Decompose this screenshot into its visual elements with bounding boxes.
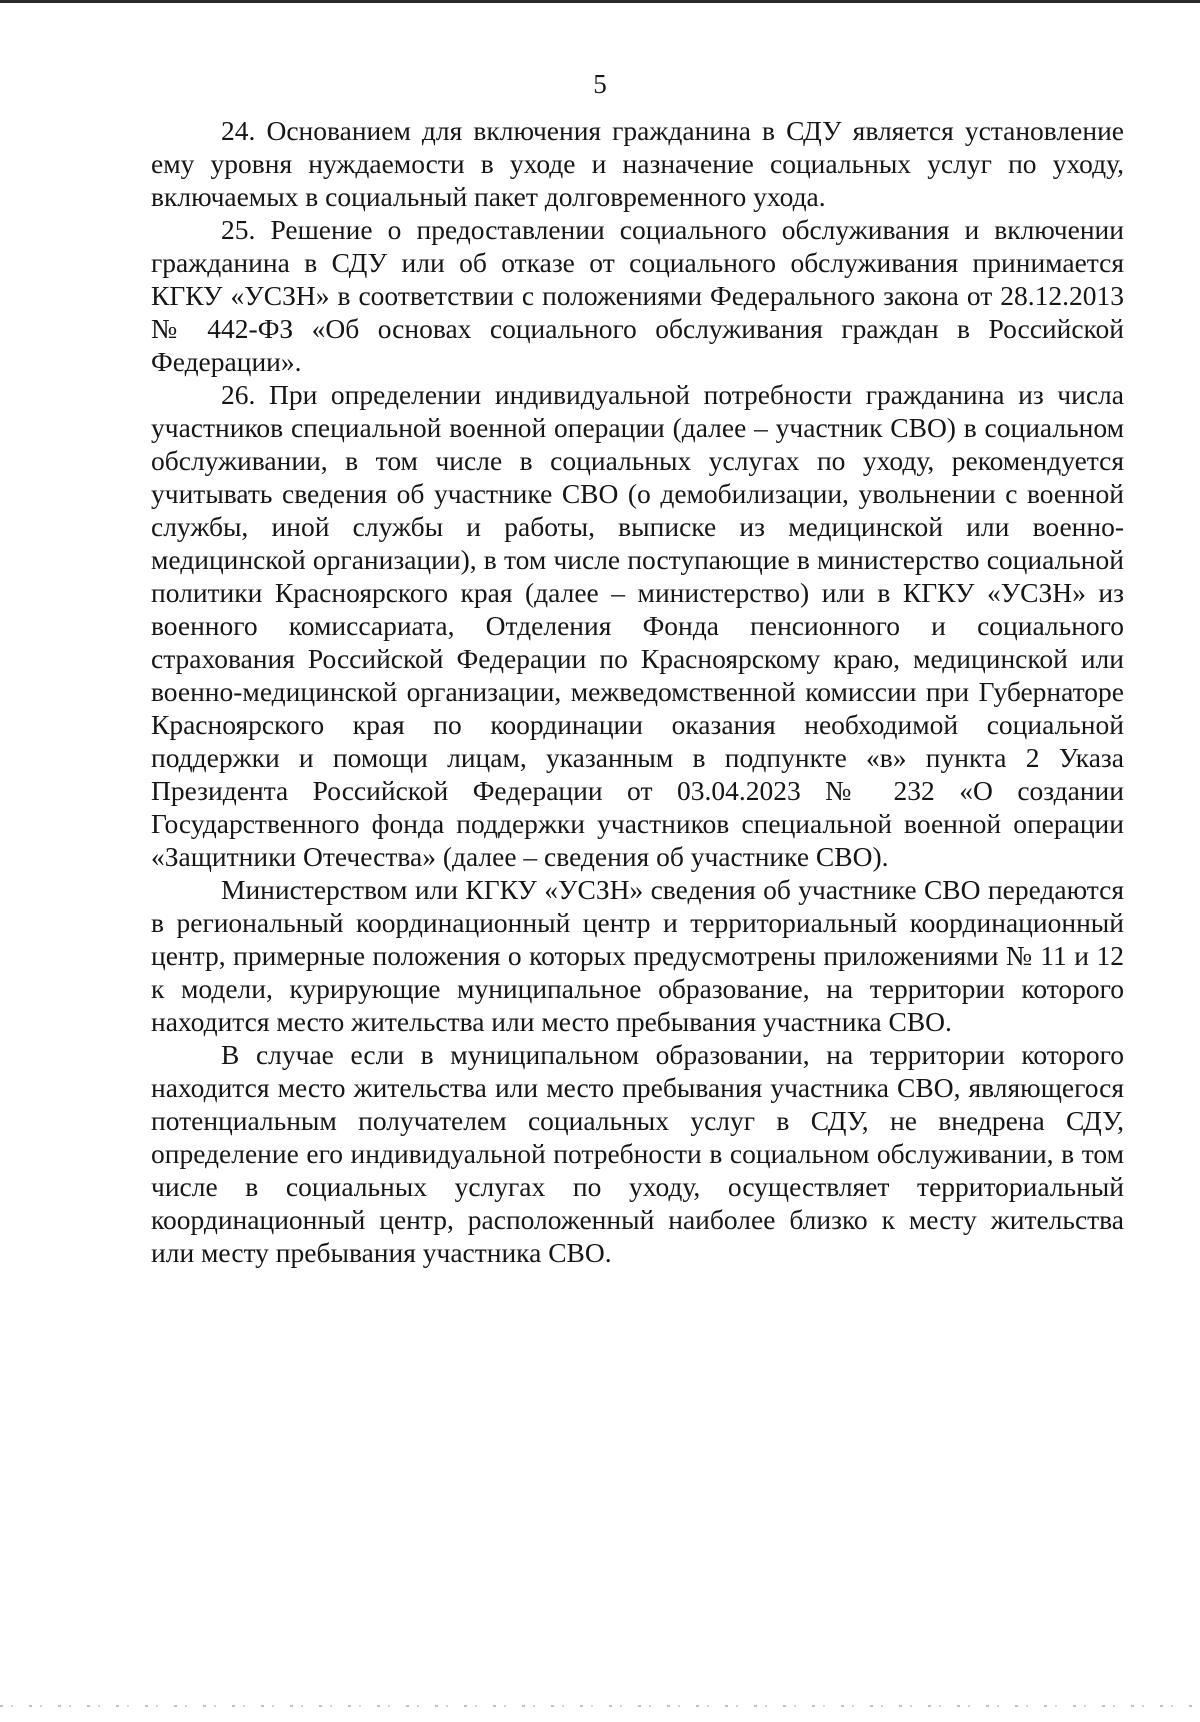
paragraph-25: 25. Решение о предоставлении социального обслуживания и включении гражданина в СДУ или об отказе от социального обслуживания принимается КГКУ «УСЗН» в соответствии с положениями Федерального закона от 28.12.2013 № 442-ФЗ «Об основах социального обслуживания граждан в Российской Федерации». — [151, 214, 1124, 377]
paragraph-26: 26. При определении индивидуальной потребности гражданина из числа участников специальной военной операции (далее – участник СВО) в социальном обслуживании, в том числе в социальных услугах по уходу, рекомендуется учитывать сведения об участнике СВО (о демобилизации, увольнении с военной службы, иной службы и работы, выписке из медицинской или военно-медицинской организации), в том числе поступающие в министерство социальной политики Красноярского края (далее – министерство) или в КГКУ «УСЗН» из военного комиссариата, Отделения Фонда пенсионного и социального страхования Российской Федерации по Красноярскому краю, медицинской или военно-медицинской организации, межведомственной комиссии при Губернаторе Красноярского края по координации оказания необходимой социальной поддержки и помощи лицам, указанным в подпункте «в» пункта 2 Указа Президента Российской Федерации от 03.04.2023 № 232 «О создании Государственного фонда поддержки участников специальной военной операции «Защитники Отечества» (далее – сведения об участнике СВО). — [151, 379, 1124, 872]
paragraph-24: 24. Основанием для включения гражданина в СДУ является установление ему уровня нуждаемости в уходе и назначение социальных услуг по уходу, включаемых в социальный пакет долговременного ухода. — [151, 115, 1124, 212]
page-top-border — [0, 0, 1200, 3]
paragraph-territorial-center: В случае если в муниципальном образовании, на территории которого находится место жительства или место пребывания участника СВО, являющегося потенциальным получателем социальных услуг в СДУ, не внедрена СДУ, определение его индивидуальной потребности в социальном обслуживании, в том числе в социальных услугах по уходу, осуществляет территориальный координационный центр, расположенный наиболее близко к месту жительства или месту пребывания участника СВО. — [151, 1039, 1124, 1268]
document-body — [151, 114, 1124, 1269]
page-number: 5 — [593, 69, 607, 99]
scan-artifact-line — [0, 1705, 1200, 1707]
paragraph-ministry-transfer: Министерством или КГКУ «УСЗН» сведения об участнике СВО передаются в региональный координационный центр и территориальный координационный центр, примерные положения о которых предусмотрены приложениями № 11 и 12 к модели, курирующие муниципальное образование, на территории которого находится место жительства или место пребывания участника СВО. — [151, 874, 1124, 1037]
